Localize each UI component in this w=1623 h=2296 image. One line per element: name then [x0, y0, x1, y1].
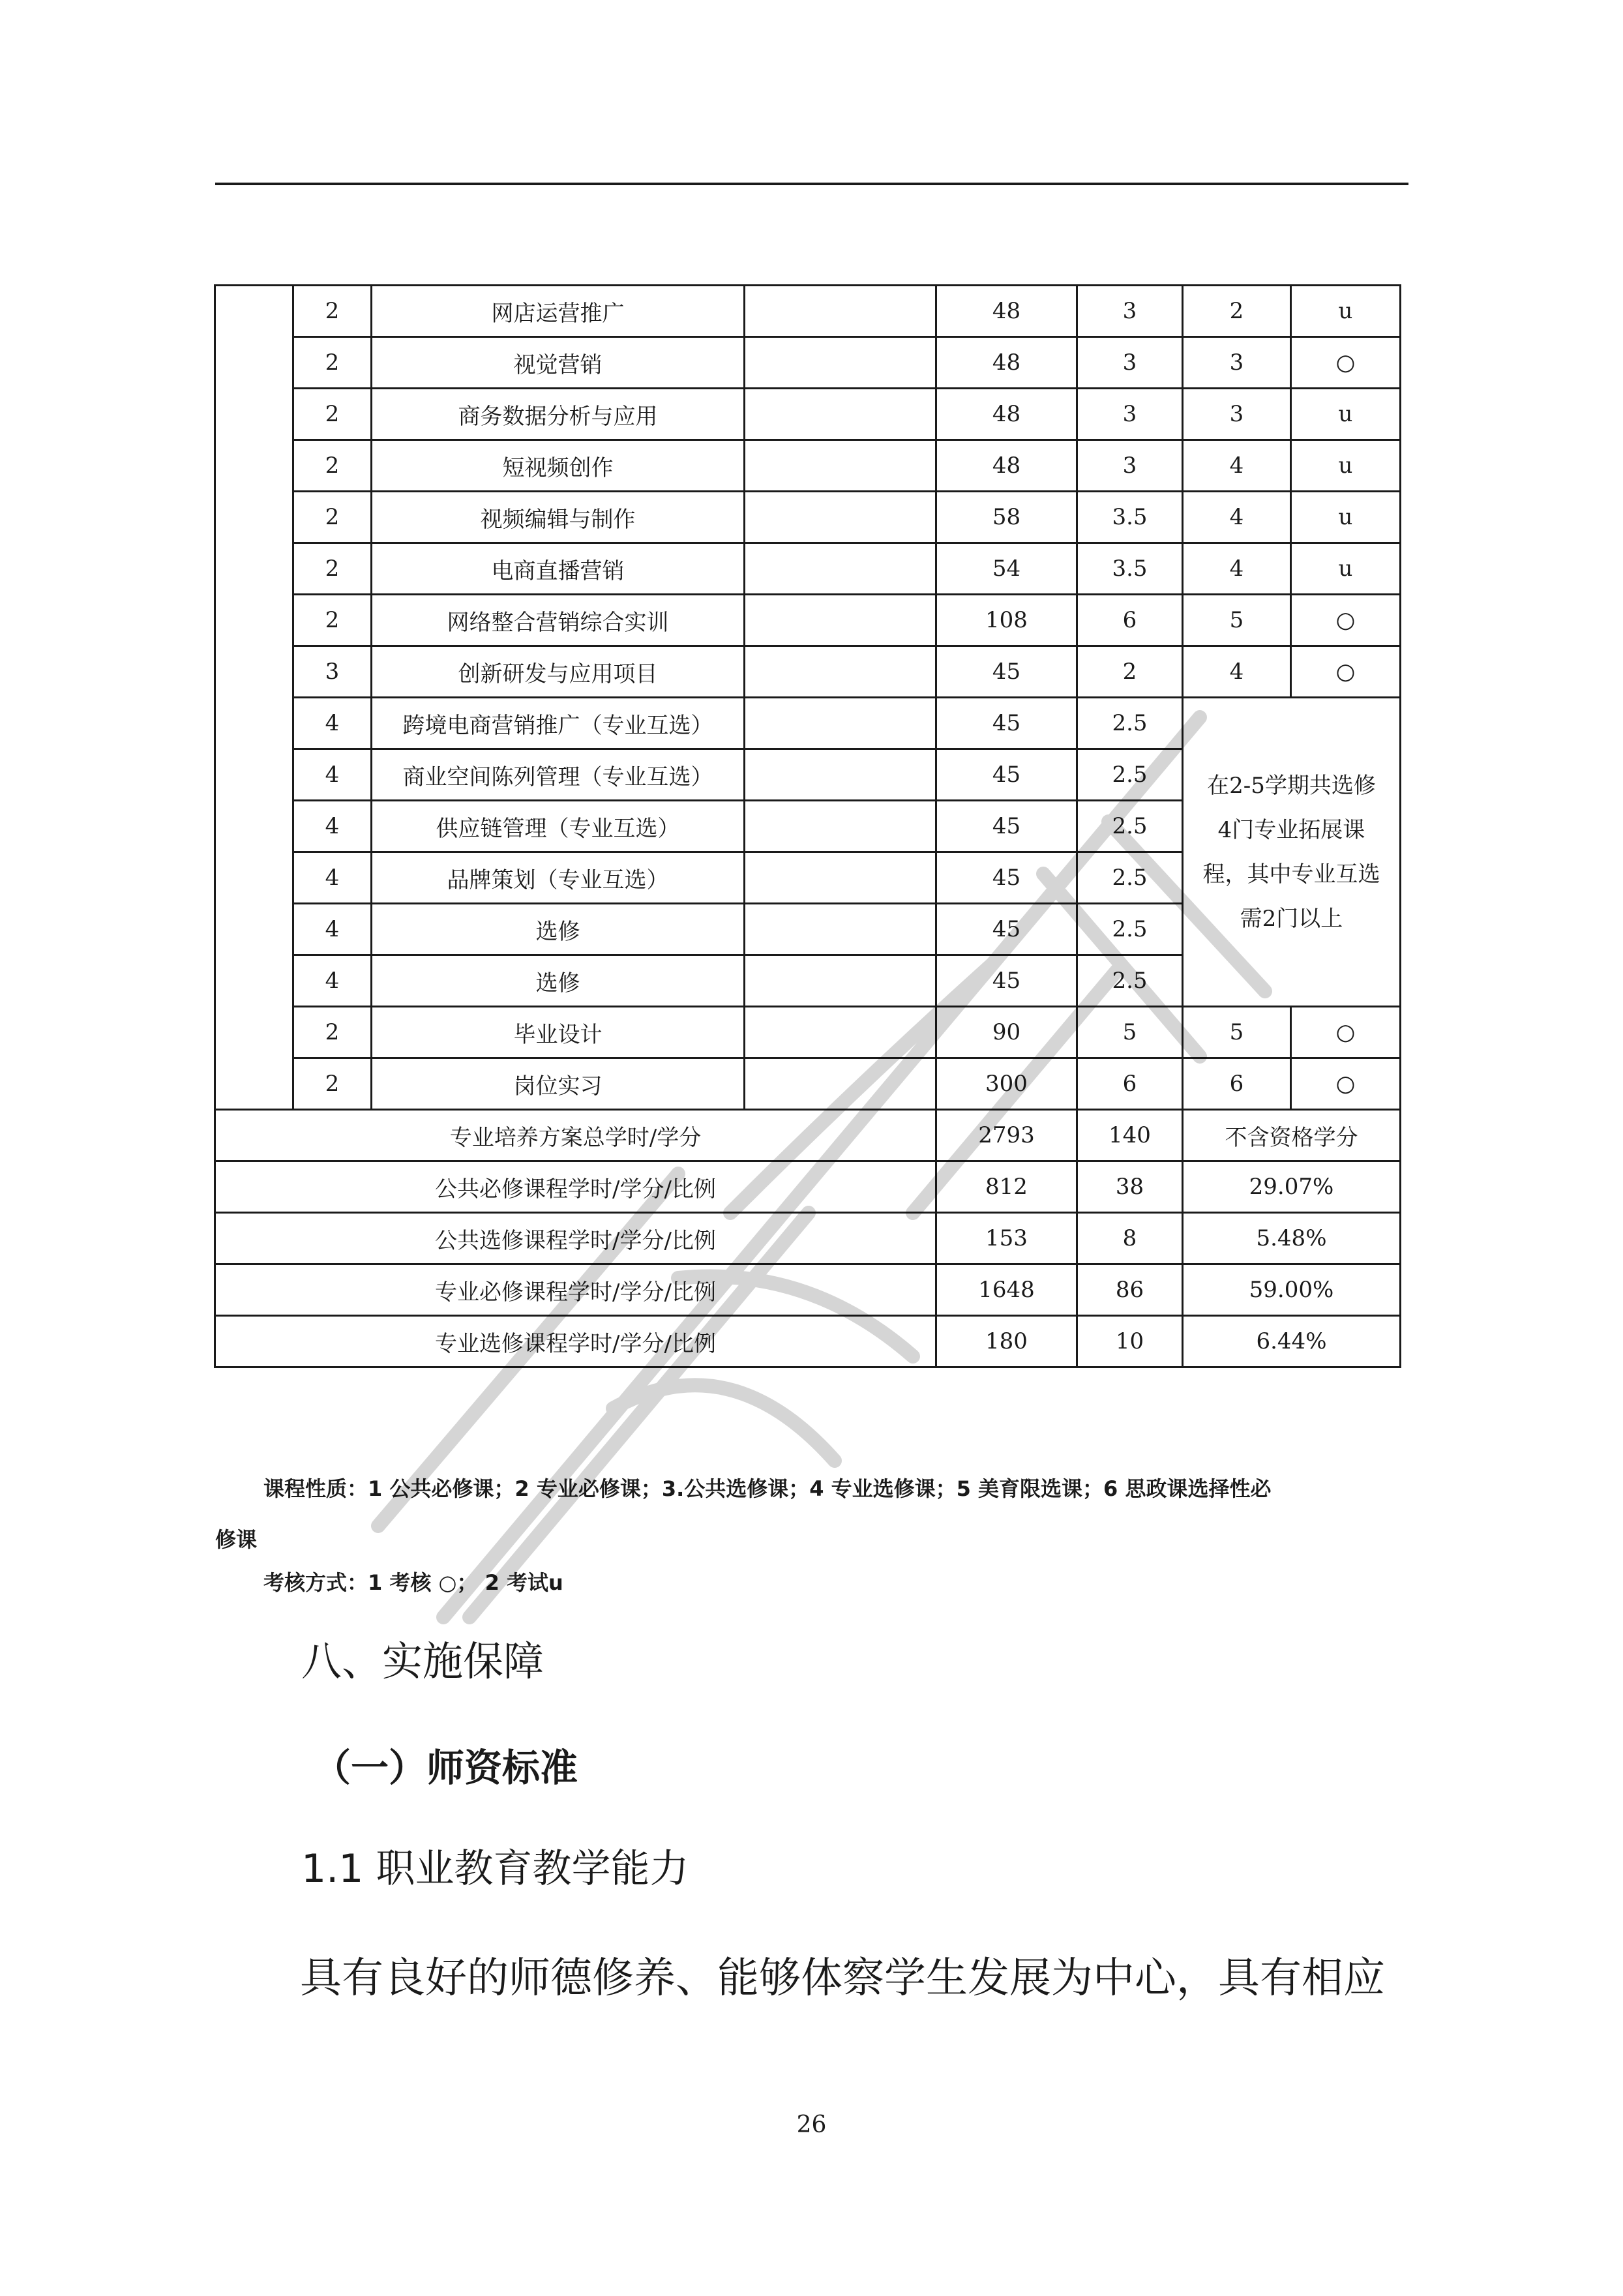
summary-row — [215, 1264, 1401, 1316]
hours-cell: 45 — [936, 955, 1077, 1007]
page-number: 26 — [796, 2111, 827, 2138]
course-name-cell: 商务数据分析与应用 — [372, 389, 745, 440]
semester-cell: 4 — [1183, 440, 1291, 492]
course-nature-note: 课程性质：1 公共必修课；2 专业必修课；3.公共选修课；4 专业选修课；5 美育限选课；6 思政课选择性必 — [263, 1476, 1272, 1501]
summary-row — [215, 1110, 1401, 1161]
assessment-cell: u — [1291, 543, 1401, 595]
subsection-title: （一）师资标准 — [313, 1746, 578, 1790]
semester-cell: 6 — [1183, 1058, 1291, 1110]
semester-cell: 2 — [1183, 286, 1291, 337]
subsubsection-title: 1.1 职业教育教学能力 — [301, 1846, 689, 1892]
credits-cell: 2.5 — [1077, 749, 1183, 801]
blank-cell — [745, 337, 936, 389]
table-row — [215, 286, 1401, 337]
summary-label-cell: 公共必修课程学时/学分/比例 — [215, 1161, 936, 1213]
hours-cell: 48 — [936, 440, 1077, 492]
summary-ratio-cell: 5.48% — [1183, 1213, 1401, 1264]
blank-cell — [745, 1058, 936, 1110]
blank-cell — [745, 852, 936, 904]
summary-hours-cell: 180 — [936, 1316, 1077, 1367]
summary-row — [215, 1161, 1401, 1213]
blank-cell — [745, 389, 936, 440]
assessment-cell: u — [1291, 389, 1401, 440]
elective-note-line: 程，其中专业互选 — [1202, 861, 1380, 887]
course-type-cell: 4 — [293, 749, 372, 801]
summary-label-cell: 专业培养方案总学时/学分 — [215, 1110, 936, 1161]
hours-cell: 45 — [936, 698, 1077, 749]
hours-cell: 48 — [936, 286, 1077, 337]
summary-label-cell: 专业必修课程学时/学分/比例 — [215, 1264, 936, 1316]
course-type-cell: 2 — [293, 440, 372, 492]
body-paragraph: 具有良好的师德修养、能够体察学生发展为中心，具有相应 — [300, 1954, 1385, 2003]
course-type-cell: 2 — [293, 1007, 372, 1058]
course-type-cell: 2 — [293, 337, 372, 389]
course-type-cell: 2 — [293, 595, 372, 646]
credits-cell: 6 — [1077, 1058, 1183, 1110]
credits-cell: 3.5 — [1077, 543, 1183, 595]
blank-cell — [745, 286, 936, 337]
summary-ratio-cell: 不含资格学分 — [1183, 1110, 1401, 1161]
semester-cell: 5 — [1183, 1007, 1291, 1058]
credits-cell: 3 — [1077, 440, 1183, 492]
table-row — [215, 595, 1401, 646]
table-row — [215, 543, 1401, 595]
summary-hours-cell: 812 — [936, 1161, 1077, 1213]
hours-cell: 45 — [936, 646, 1077, 698]
assessment-cell: u — [1291, 440, 1401, 492]
summary-row — [215, 1316, 1401, 1367]
summary-credits-cell: 10 — [1077, 1316, 1183, 1367]
category-cell — [215, 286, 293, 1110]
course-name-cell: 品牌策划（专业互选） — [372, 852, 745, 904]
course-name-cell: 选修 — [372, 955, 745, 1007]
course-name-cell: 电商直播营销 — [372, 543, 745, 595]
blank-cell — [745, 801, 936, 852]
course-name-cell: 跨境电商营销推广（专业互选） — [372, 698, 745, 749]
semester-cell: 3 — [1183, 337, 1291, 389]
summary-ratio-cell: 59.00% — [1183, 1264, 1401, 1316]
credits-cell: 3.5 — [1077, 492, 1183, 543]
summary-label-cell: 专业选修课程学时/学分/比例 — [215, 1316, 936, 1367]
hours-cell: 45 — [936, 801, 1077, 852]
blank-cell — [745, 595, 936, 646]
course-type-cell: 4 — [293, 904, 372, 955]
course-type-cell: 4 — [293, 852, 372, 904]
summary-hours-cell: 1648 — [936, 1264, 1077, 1316]
hours-cell: 48 — [936, 389, 1077, 440]
course-name-cell: 网店运营推广 — [372, 286, 745, 337]
course-table — [214, 284, 1401, 1368]
section-title: 八、实施保障 — [301, 1637, 544, 1685]
assessment-cell: u — [1291, 492, 1401, 543]
course-type-cell: 2 — [293, 286, 372, 337]
blank-cell — [745, 1007, 936, 1058]
table-row — [215, 389, 1401, 440]
semester-cell: 4 — [1183, 492, 1291, 543]
course-nature-note-cont: 修课 — [215, 1527, 258, 1552]
table-row — [215, 337, 1401, 389]
credits-cell: 2.5 — [1077, 698, 1183, 749]
semester-cell: 4 — [1183, 646, 1291, 698]
assessment-cell: u — [1291, 286, 1401, 337]
hours-cell: 108 — [936, 595, 1077, 646]
elective-note-line: 4门专业拓展课 — [1217, 816, 1365, 843]
assessment-cell: ○ — [1291, 1058, 1401, 1110]
table-row — [215, 698, 1401, 749]
hours-cell: 45 — [936, 904, 1077, 955]
summary-credits-cell: 140 — [1077, 1110, 1183, 1161]
header-rule — [215, 183, 1408, 185]
hours-cell: 54 — [936, 543, 1077, 595]
course-name-cell: 短视频创作 — [372, 440, 745, 492]
credits-cell: 2 — [1077, 646, 1183, 698]
course-type-cell: 4 — [293, 698, 372, 749]
elective-note-line: 在2-5学期共选修 — [1207, 772, 1376, 799]
table-row — [215, 1007, 1401, 1058]
table-body — [215, 286, 1401, 1367]
elective-note-line: 需2门以上 — [1240, 905, 1343, 932]
course-name-cell: 供应链管理（专业互选） — [372, 801, 745, 852]
hours-cell: 90 — [936, 1007, 1077, 1058]
hours-cell: 58 — [936, 492, 1077, 543]
course-name-cell: 视觉营销 — [372, 337, 745, 389]
assessment-cell: ○ — [1291, 1007, 1401, 1058]
course-name-cell: 视频编辑与制作 — [372, 492, 745, 543]
credits-cell: 2.5 — [1077, 904, 1183, 955]
course-name-cell: 选修 — [372, 904, 745, 955]
summary-credits-cell: 86 — [1077, 1264, 1183, 1316]
summary-label-cell: 公共选修课程学时/学分/比例 — [215, 1213, 936, 1264]
summary-ratio-cell: 6.44% — [1183, 1316, 1401, 1367]
course-name-cell: 商业空间陈列管理（专业互选） — [372, 749, 745, 801]
semester-cell: 3 — [1183, 389, 1291, 440]
assessment-cell: ○ — [1291, 595, 1401, 646]
summary-hours-cell: 153 — [936, 1213, 1077, 1264]
credits-cell: 2.5 — [1077, 801, 1183, 852]
blank-cell — [745, 904, 936, 955]
summary-credits-cell: 8 — [1077, 1213, 1183, 1264]
table-row — [215, 492, 1401, 543]
semester-cell: 5 — [1183, 595, 1291, 646]
blank-cell — [745, 646, 936, 698]
table-row — [215, 1058, 1401, 1110]
course-name-cell: 岗位实习 — [372, 1058, 745, 1110]
blank-cell — [745, 440, 936, 492]
table-row — [215, 440, 1401, 492]
blank-cell — [745, 543, 936, 595]
summary-hours-cell: 2793 — [936, 1110, 1077, 1161]
hours-cell: 45 — [936, 749, 1077, 801]
blank-cell — [745, 955, 936, 1007]
blank-cell — [745, 698, 936, 749]
credits-cell: 3 — [1077, 389, 1183, 440]
credits-cell: 6 — [1077, 595, 1183, 646]
course-type-cell: 2 — [293, 389, 372, 440]
elective-note-cell — [1183, 698, 1401, 1007]
hours-cell: 48 — [936, 337, 1077, 389]
credits-cell: 3 — [1077, 286, 1183, 337]
semester-cell: 4 — [1183, 543, 1291, 595]
course-type-cell: 4 — [293, 801, 372, 852]
blank-cell — [745, 749, 936, 801]
course-name-cell: 网络整合营销综合实训 — [372, 595, 745, 646]
assessment-cell: ○ — [1291, 646, 1401, 698]
credits-cell: 5 — [1077, 1007, 1183, 1058]
course-name-cell: 毕业设计 — [372, 1007, 745, 1058]
credits-cell: 2.5 — [1077, 852, 1183, 904]
hours-cell: 45 — [936, 852, 1077, 904]
course-type-cell: 4 — [293, 955, 372, 1007]
course-type-cell: 2 — [293, 543, 372, 595]
summary-ratio-cell: 29.07% — [1183, 1161, 1401, 1213]
table-row — [215, 646, 1401, 698]
course-type-cell: 2 — [293, 1058, 372, 1110]
assessment-note: 考核方式：1 考核 ○； 2 考试u — [263, 1570, 563, 1595]
summary-credits-cell: 38 — [1077, 1161, 1183, 1213]
hours-cell: 300 — [936, 1058, 1077, 1110]
credits-cell: 3 — [1077, 337, 1183, 389]
course-type-cell: 2 — [293, 492, 372, 543]
course-type-cell: 3 — [293, 646, 372, 698]
assessment-cell: ○ — [1291, 337, 1401, 389]
blank-cell — [745, 492, 936, 543]
course-name-cell: 创新研发与应用项目 — [372, 646, 745, 698]
credits-cell: 2.5 — [1077, 955, 1183, 1007]
summary-row — [215, 1213, 1401, 1264]
